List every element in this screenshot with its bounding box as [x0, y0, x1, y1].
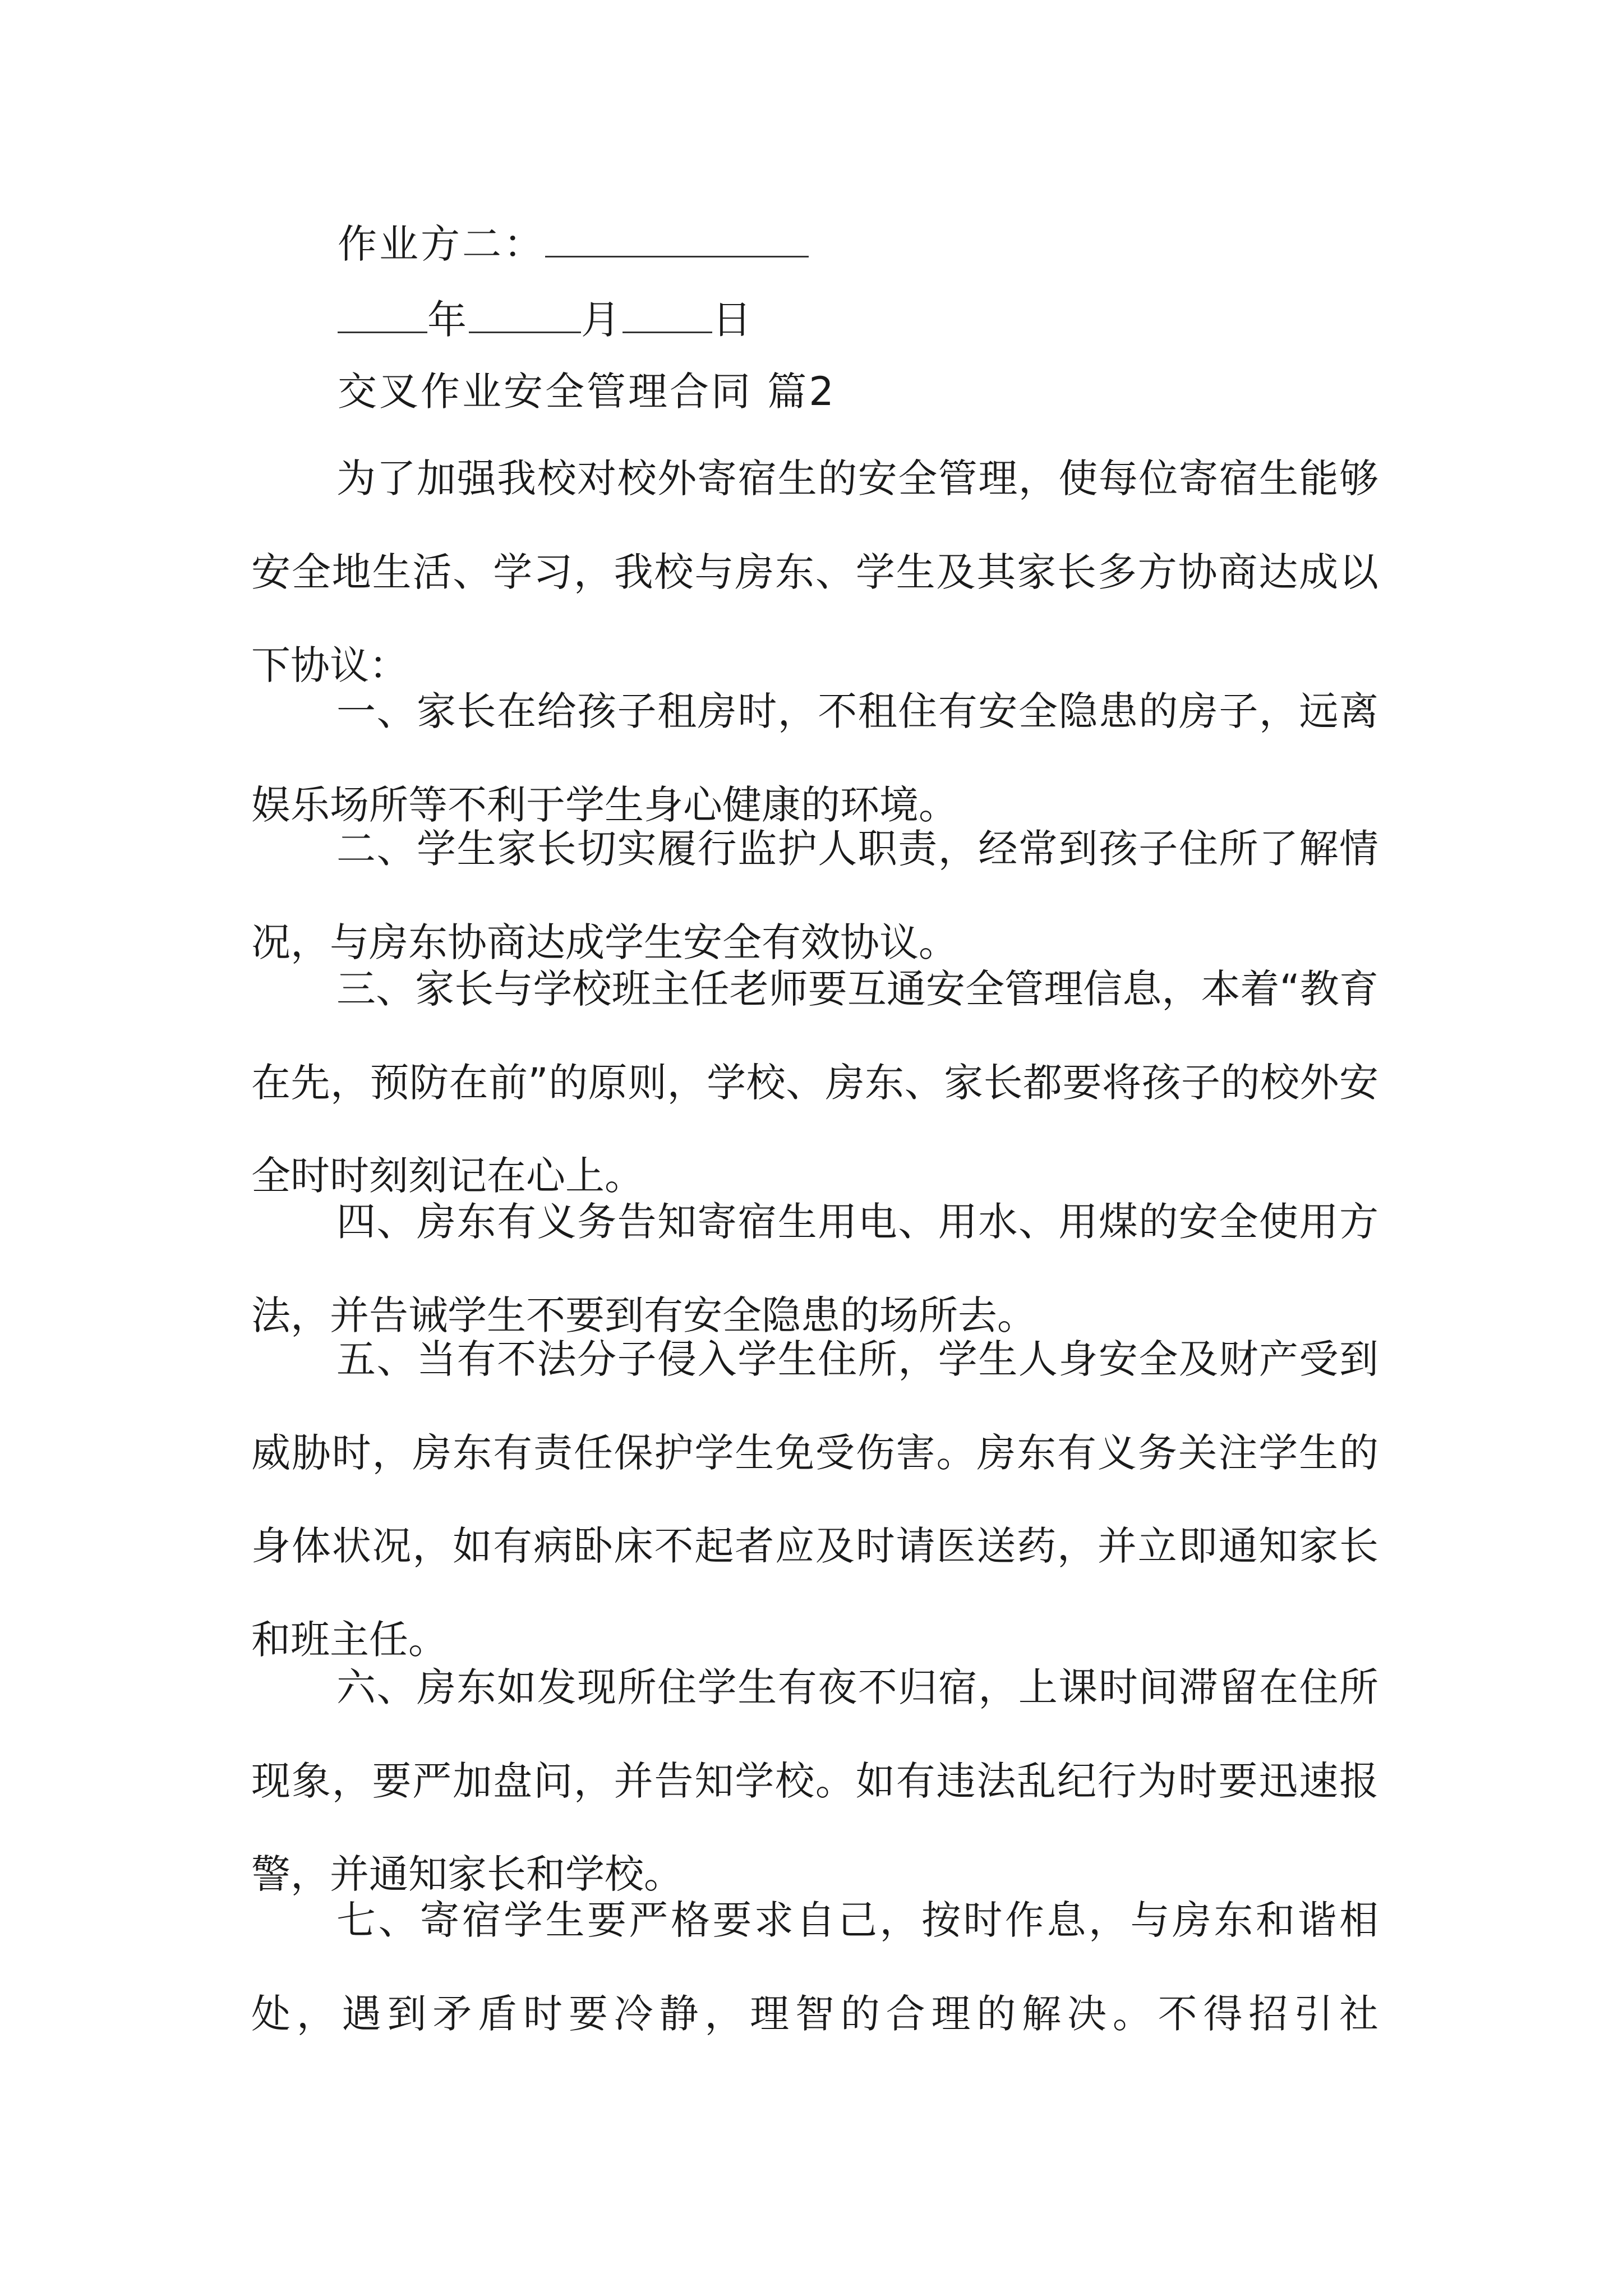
section-title: 交叉作业安全管理合同 篇2 — [338, 369, 836, 415]
paragraph-clause-3: 三、家长与学校班主任老师要互通安全管理信息，本着“教育在先，预防在前”的原则，学校、房东、家长都要将孩子的校外安全时时刻刻记在心上。 — [251, 966, 1378, 1199]
day-blank — [623, 297, 712, 333]
paragraph-clause-5: 五、当有不法分子侵入学生住所，学生人身安全及财产受到威胁时，房东有责任保护学生免受伤害。房东有义务关注学生的身体状况，如有病卧床不起者应及时请医送药，并立即通知家长和班主任。 — [251, 1336, 1378, 1663]
paragraph-clause-4: 四、房东有义务告知寄宿生用电、用水、用煤的安全使用方法，并告诫学生不要到有安全隐患的场所去。 — [251, 1199, 1378, 1338]
date-line — [338, 292, 754, 348]
party2-blank — [545, 221, 809, 257]
paragraph-intro: 为了加强我校对校外寄宿生的安全管理，使每位寄宿生能够安全地生活、学习，我校与房东、学生及其家长多方协商达成以下协议： — [251, 455, 1378, 688]
day-label: 日 — [712, 297, 754, 343]
paragraph-clause-6: 六、房东如发现所住学生有夜不归宿，上课时间滞留在住所现象，要严加盘问，并告知学校。如有违法乱纪行为时要迅速报警，并通知家长和学校。 — [251, 1664, 1378, 1897]
party2-signature-line — [338, 216, 809, 272]
paragraph-clause-1: 一、家长在给孩子租房时，不租住有安全隐患的房子，远离娱乐场所等不利于学生身心健康的环境。 — [251, 688, 1378, 828]
party2-label: 作业方二： — [338, 221, 545, 267]
month-blank — [469, 297, 581, 333]
year-label: 年 — [427, 297, 469, 343]
year-blank — [338, 297, 427, 333]
month-label: 月 — [581, 297, 623, 343]
paragraph-clause-2: 二、学生家长切实履行监护人职责，经常到孩子住所了解情况，与房东协商达成学生安全有效协议。 — [251, 826, 1378, 965]
paragraph-clause-7: 七、寄宿学生要严格要求自己，按时作息，与房东和谐相处，遇到矛盾时要冷静，理智的合理的解决。不得招引社 — [251, 1897, 1378, 2037]
